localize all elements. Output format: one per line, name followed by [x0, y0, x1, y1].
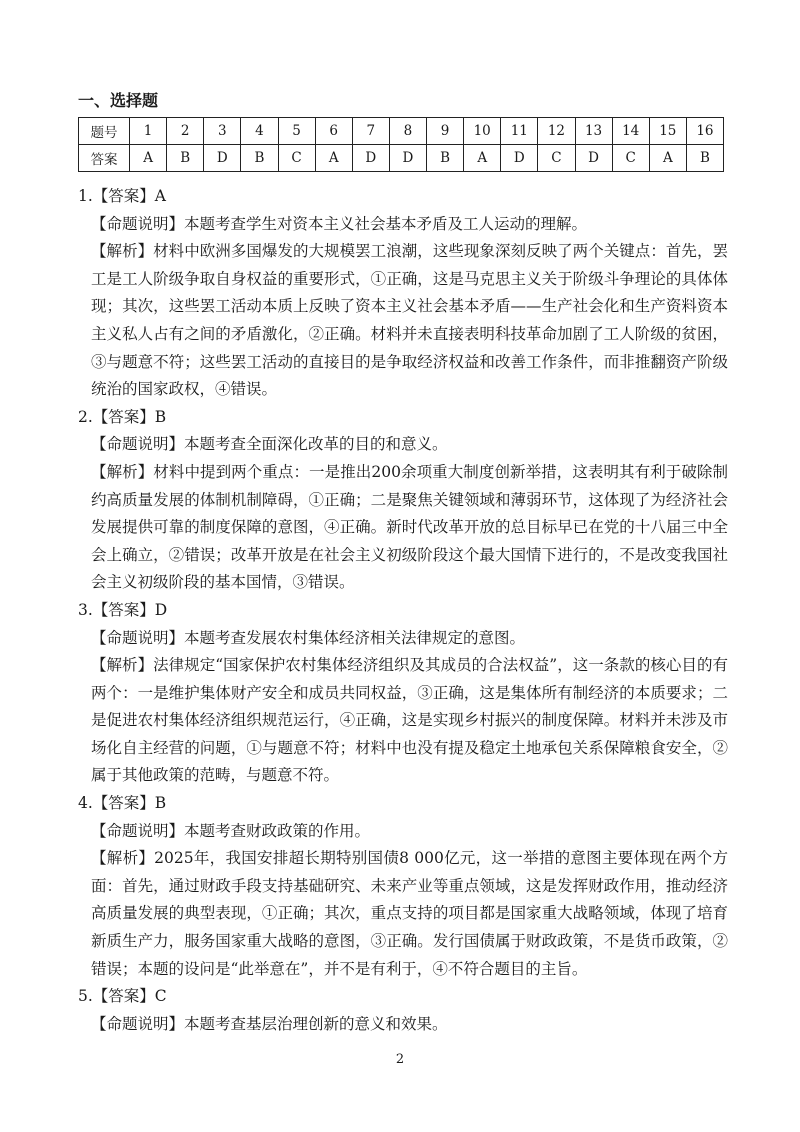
table-cell: 3 [204, 118, 241, 145]
proposition-note: 【命题说明】本题考查全面深化改革的目的和意义。 [91, 435, 448, 454]
answer-line: 1.【答案】A [78, 187, 166, 205]
table-cell: B [686, 145, 723, 172]
analysis-paragraph: 【解析】法律规定“国家保护农村集体经济组织及其成员的合法权益”，这一条款的核心目的有两个：一是维护集体财产安全和成员共同权益，③正确，这是集体所有制经济的本质要求；二是促进农村集体经济组织规范运行，④正确，这是实现乡村振兴的制度保障。材料并未涉及市场化自主经营的问题，①与题意不符；材料中也没有提及稳定土地承包关系保障粮食安全，②属于其他政策的范畴，与题意不符。 [91, 656, 728, 785]
answer-line: 5.【答案】C [78, 987, 167, 1006]
table-cell: A [130, 145, 167, 172]
table-cell: 10 [464, 118, 501, 145]
table-cell: D [204, 145, 241, 172]
table-cell: 6 [315, 118, 352, 145]
table-cell: C [538, 145, 575, 172]
question-block [78, 983, 728, 1038]
table-cell: 8 [389, 118, 426, 145]
answer-line: 4.【答案】B [78, 794, 167, 813]
proposition-note: 【命题说明】本题考查财政政策的作用。 [91, 821, 371, 840]
table-cell: B [167, 145, 204, 172]
table-cell: 12 [538, 118, 575, 145]
answer-line: 2.【答案】B [78, 407, 167, 426]
answer-table-answer-row [79, 145, 724, 172]
question-block [78, 404, 728, 597]
analysis-paragraph: 【解析】材料中提到两个重点：一是推出200余项重大制度创新举措，这表明其有利于破除制约高质量发展的体制机制障碍，①正确；二是聚焦关键领域和薄弱环节，这体现了为经济社会发展提供可靠的制度保障的意图，④正确。新时代改革开放的总目标早已在党的十八届三中全会上确立，②错误；改革开放是在社会主义初级阶段这个最大国情下进行的，不是改变我国社会主义初级阶段的基本国情，③错误。 [91, 462, 728, 592]
table-cell: B [241, 145, 278, 172]
table-cell: 11 [501, 118, 538, 145]
table-cell: 1 [130, 118, 167, 145]
page-number: 2 [395, 1052, 405, 1067]
table-cell: 13 [575, 118, 612, 145]
table-cell: D [575, 145, 612, 172]
table-cell: A [464, 145, 501, 172]
table-cell: D [352, 145, 389, 172]
question-block [78, 597, 728, 790]
table-cell: A [315, 145, 352, 172]
table-cell: C [612, 145, 649, 172]
question-block [78, 183, 728, 404]
answer-table [78, 117, 724, 172]
table-cell: 7 [352, 118, 389, 145]
table-row-header: 答案 [79, 145, 130, 172]
proposition-note: 【命题说明】本题考查学生对资本主义社会基本矛盾及工人运动的理解。 [91, 214, 588, 233]
table-cell: B [427, 145, 464, 172]
table-row-header: 题号 [79, 118, 130, 145]
table-cell: D [501, 145, 538, 172]
proposition-note: 【命题说明】本题考查基层治理创新的意义和效果。 [91, 1014, 448, 1033]
answer-explanations [78, 183, 728, 1038]
table-cell: 4 [241, 118, 278, 145]
table-cell: D [389, 145, 426, 172]
table-cell: 16 [686, 118, 723, 145]
analysis-paragraph: 【解析】材料中欧洲多国爆发的大规模罢工浪潮，这些现象深刻反映了两个关键点：首先，罢工是工人阶级争取自身权益的重要形式，①正确，这是马克思主义关于阶级斗争理论的具体体现；其次，这些罢工活动本质上反映了资本主义社会基本矛盾——生产社会化和生产资料资本主义私人占有之间的矛盾激化，②正确。材料并未直接表明科技革命加剧了工人阶级的贫困，③与题意不符；这些罢工活动的直接目的是争取经济权益和改善工作条件，而非推翻资产阶级统治的国家政权，④错误。 [91, 242, 728, 399]
table-cell: 14 [612, 118, 649, 145]
table-cell: C [278, 145, 315, 172]
analysis-paragraph: 【解析】2025年，我国安排超长期特别国债8 000亿元，这一举措的意图主要体现在两个方面：首先，通过财政手段支持基础研究、未来产业等重点领域，这是发挥财政作用，推动经济高质量发展的典型表现，①正确；其次，重点支持的项目都是国家重大战略领域，体现了培育新质生产力，服务国家重大战略的意图，③正确。发行国债属于财政政策，不是货币政策，②错误；本题的设问是“此举意在”，并不是有利于，④不符合题目的主旨。 [91, 849, 728, 978]
table-cell: 9 [427, 118, 464, 145]
question-block [78, 790, 728, 983]
table-cell: 2 [167, 118, 204, 145]
table-cell: 15 [649, 118, 686, 145]
table-cell: 5 [278, 118, 315, 145]
table-cell: A [649, 145, 686, 172]
answer-line: 3.【答案】D [78, 600, 168, 619]
answer-table-number-row [79, 118, 724, 145]
proposition-note: 【命题说明】本题考查发展农村集体经济相关法律规定的意图。 [91, 628, 526, 647]
section-title: 一、选择题 [78, 91, 159, 110]
